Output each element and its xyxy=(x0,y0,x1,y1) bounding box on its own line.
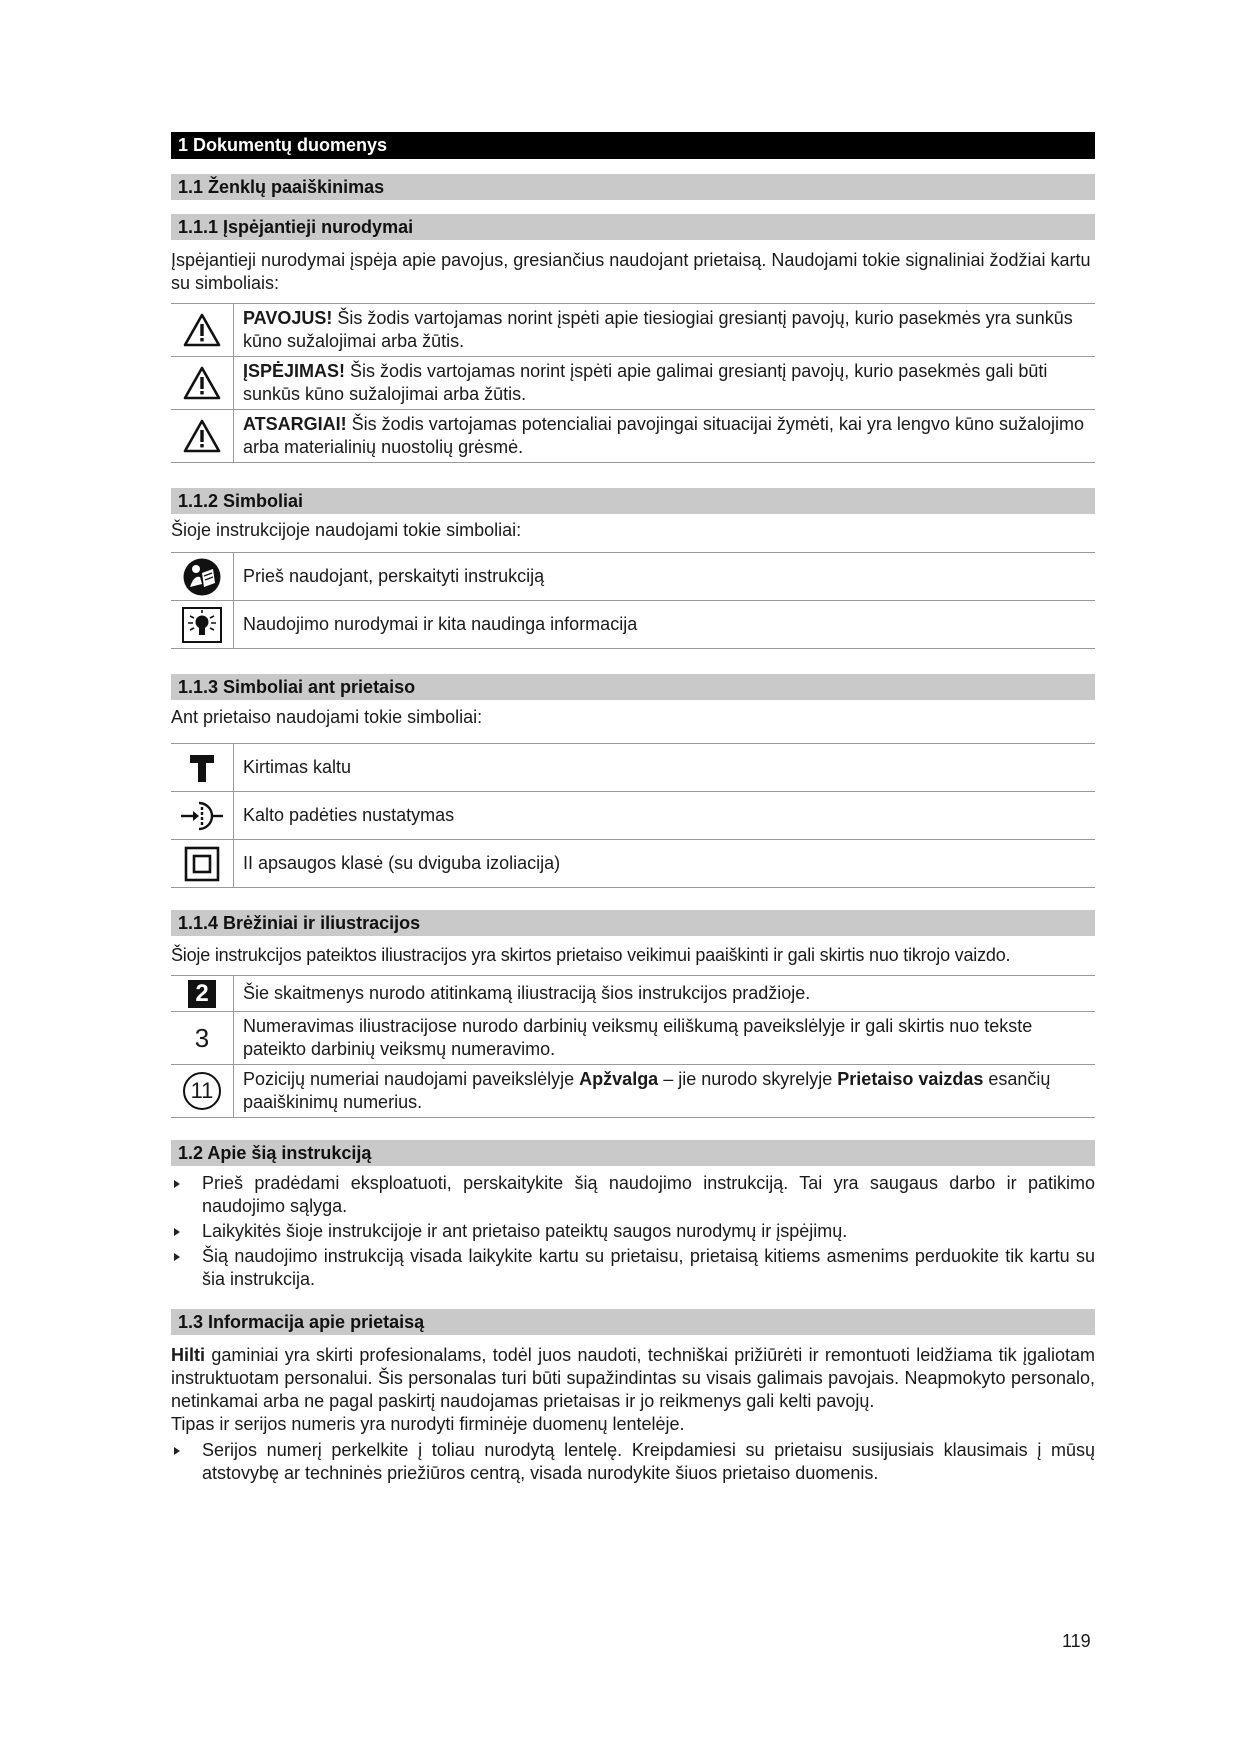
list-item: Laikykitės šioje instrukcijoje ir ant prietaiso pateiktų saugos nurodymų ir įspėjimų. xyxy=(171,1220,1095,1243)
warnings-intro: Įspėjantieji nurodymai įspėja apie pavojus, gresiančius naudojant prietaisą. Naudojami tokie signaliniai žodžiai kartu su simboliais: xyxy=(171,250,1091,293)
warning-triangle-icon xyxy=(183,366,221,400)
illustration-text-b: – jie nurodo skyrelyje xyxy=(658,1069,838,1089)
list-item: Šią naudojimo instrukciją visada laikykite kartu su prietaisu, prietaisą kitiems asmenims perduokite tik kartu su šia instrukcija. xyxy=(171,1245,1095,1291)
manual-notes-list xyxy=(171,1172,1095,1291)
section-heading-1-1-2: 1.1.2 Simboliai xyxy=(171,488,1095,514)
section-heading-1-1-3: 1.1.3 Simboliai ant prietaiso xyxy=(171,674,1095,700)
table-row xyxy=(171,792,1095,840)
table-row xyxy=(171,357,1095,410)
chisel-position-icon xyxy=(179,799,225,833)
overview-label: Apžvalga xyxy=(579,1069,659,1089)
section-heading-1-3: 1.3 Informacija apie prietaisą xyxy=(171,1309,1095,1335)
arrow-bullet-icon xyxy=(174,1447,180,1455)
symbol-description: II apsaugos klasė (su dviguba izoliacija) xyxy=(243,853,561,873)
item-number-icon: 11 xyxy=(183,1072,221,1110)
symbols-table xyxy=(171,552,1095,649)
table-row xyxy=(171,744,1095,792)
table-row xyxy=(171,1012,1095,1065)
table-row xyxy=(171,410,1095,463)
warning-triangle-icon xyxy=(183,313,221,347)
section-heading-1-1-1: 1.1.1 Įspėjantieji nurodymai xyxy=(171,214,1095,240)
arrow-bullet-icon xyxy=(174,1228,180,1236)
chiselling-icon xyxy=(187,752,217,784)
list-item: Serijos numerį perkelkite į toliau nurodytą lentelę. Kreipdamiesi su prietaisu susijusiais klausimais į mūsų atstovybę ar techninės priežiūros centrą, visada nurodykite šiuos prietaiso duomenis. xyxy=(171,1439,1095,1485)
arrow-bullet-icon xyxy=(174,1253,180,1261)
table-row xyxy=(171,1065,1095,1118)
brand-name: Hilti xyxy=(171,1345,205,1365)
warnings-table xyxy=(171,303,1095,463)
warning-text: Šis žodis vartojamas norint įspėti apie galimai gresiantį pavojų, kurio pasekmės gali būti sunkūs kūno sužalojimai arba žūtis. xyxy=(243,361,1048,404)
danger-text: Šis žodis vartojamas norint įspėti apie tiesiogiai gresiantį pavojų, kurio pasekmės yra sunkūs kūno sužalojimai arba žūtis. xyxy=(243,308,1073,351)
illustrations-table xyxy=(171,975,1095,1118)
page-number: 119 xyxy=(1062,1631,1091,1651)
warning-triangle-icon xyxy=(183,419,221,453)
device-info-list xyxy=(171,1439,1095,1485)
warning-keyword: ĮSPĖJIMAS! xyxy=(243,361,346,381)
page-content xyxy=(171,132,1095,1487)
table-row xyxy=(171,304,1095,357)
info-bulb-icon xyxy=(181,606,223,644)
symbol-description: Naudojimo nurodymai ir kita naudinga informacija xyxy=(243,614,638,634)
section-heading-1-2: 1.2 Apie šią instrukciją xyxy=(171,1140,1095,1166)
device-info-paragraph: Hilti gaminiai yra skirti profesionalams, todėl juos naudoti, techniškai prižiūrėti ir remontuoti leidžiama tik įgaliotam instruktuotam personalui. Šis personalas turi būti supažindintas su visais galimais pavojais. Neapmokyto personalo, netinkamai arba ne pagal paskirtį naudojamas prietaisas ir jo reikmenys gali kelti pavojų. xyxy=(171,1345,1095,1411)
symbol-description: Prieš naudojant, perskaityti instrukciją xyxy=(243,566,545,586)
protection-class-ii-icon xyxy=(184,846,220,882)
read-manual-icon xyxy=(182,557,222,597)
table-row xyxy=(171,601,1095,649)
caution-keyword: ATSARGIAI! xyxy=(243,414,347,434)
list-item: Prieš pradėdami eksploatuoti, perskaitykite šią naudojimo instrukciją. Tai yra saugaus darbo ir patikimo naudojimo sąlyga. xyxy=(171,1172,1095,1218)
type-serial-paragraph: Tipas ir serijos numeris yra nurodyti firminėje duomenų lentelėje. xyxy=(171,1414,685,1434)
table-row xyxy=(171,976,1095,1012)
section-heading-1-1: 1.1 Ženklų paaiškinimas xyxy=(171,174,1095,200)
table-row xyxy=(171,553,1095,601)
danger-keyword: PAVOJUS! xyxy=(243,308,333,328)
step-number-icon: 3 xyxy=(194,1023,210,1053)
table-row xyxy=(171,840,1095,888)
caution-text: Šis žodis vartojamas potencialiai pavojingai situacijai žymėti, kai yra lengvo kūno sužalojimo arba materialinių nuostolių grėsmė. xyxy=(243,414,1085,457)
illustration-text-c: esančių paaiškinimų numerius. xyxy=(243,1069,1051,1112)
illustration-description: Šie skaitmenys nurodo atitinkamą iliustraciją šios instrukcijos pradžioje. xyxy=(243,983,811,1003)
device-symbols-intro: Ant prietaiso naudojami tokie simboliai: xyxy=(171,707,483,727)
symbols-intro: Šioje instrukcijoje naudojami tokie simboliai: xyxy=(171,520,522,540)
section-heading-1: 1 Dokumentų duomenys xyxy=(171,132,1095,159)
section-heading-1-1-4: 1.1.4 Brėžiniai ir iliustracijos xyxy=(171,910,1095,936)
symbol-description: Kirtimas kaltu xyxy=(243,757,352,777)
illustration-description: Numeravimas iliustracijose nurodo darbinių veiksmų eiliškumą paveikslėlyje ir gali skirtis nuo tekste pateikto darbinių veiksmų numeravimo. xyxy=(243,1016,1033,1059)
figure-number-icon: 2 xyxy=(188,980,216,1008)
illustrations-intro: Šioje instrukcijos pateiktos iliustracijos yra skirtos prietaiso veikimui paaiškinti ir gali skirtis nuo tikrojo vaizdo. xyxy=(171,945,1011,965)
device-view-label: Prietaiso vaizdas xyxy=(837,1069,984,1089)
arrow-bullet-icon xyxy=(174,1180,180,1188)
illustration-text-a: Pozicijų numeriai naudojami paveikslėlyje xyxy=(243,1069,580,1089)
device-symbols-table xyxy=(171,743,1095,888)
symbol-description: Kalto padėties nustatymas xyxy=(243,805,455,825)
